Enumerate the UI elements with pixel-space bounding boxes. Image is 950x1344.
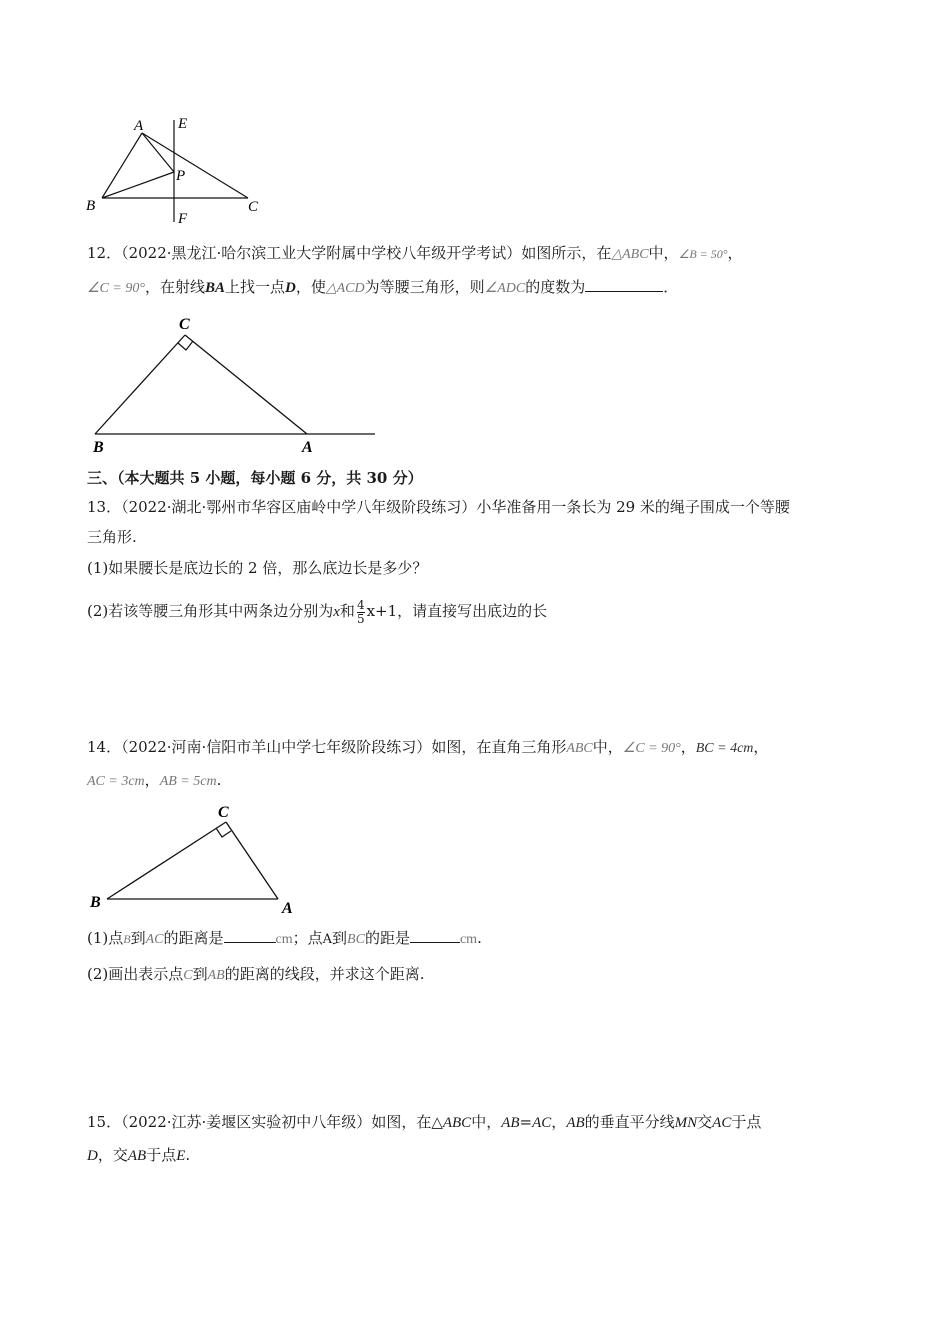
- q14-text: 如图，在直角三角形: [431, 738, 567, 756]
- segment-ab: [102, 133, 142, 198]
- label-f: F: [178, 211, 188, 227]
- q15-text: =: [519, 1113, 533, 1131]
- q12-number: 12．: [87, 244, 122, 262]
- q14-unit: cm: [275, 932, 293, 947]
- q12-line2: [87, 277, 678, 299]
- q14-text: ，: [680, 738, 696, 756]
- q14-text: ；点: [292, 929, 323, 947]
- q14-text: 的距是: [364, 929, 410, 947]
- q15-e: E: [176, 1148, 186, 1164]
- q14-text: 到: [130, 929, 146, 947]
- label-a: A: [134, 118, 144, 134]
- q13-x: x: [333, 604, 340, 620]
- q14-text: 到: [332, 929, 348, 947]
- q15-text: 如图，在△: [371, 1113, 443, 1131]
- q12-text: ，: [727, 244, 743, 262]
- label-a: A: [302, 439, 313, 455]
- q12-acd: △ACD: [325, 281, 365, 296]
- label-c: C: [218, 804, 229, 821]
- q15-abc: ABC: [442, 1115, 472, 1131]
- q15-source: （2022·江苏·姜堰区实验初中八年级）: [121, 1113, 372, 1131]
- q14-bc-ref: BC: [347, 932, 365, 947]
- label-e: E: [178, 116, 188, 132]
- segment-ap: [142, 133, 174, 172]
- q12-text: 中，: [648, 244, 679, 262]
- q14-angle-c: ∠C = 90°: [622, 741, 681, 756]
- q13-line1: [87, 497, 790, 517]
- q14-text: (2)画出表示点: [87, 965, 184, 983]
- q12-text: ，使: [295, 278, 326, 296]
- figure-q14: [85, 795, 310, 920]
- q14-ab-ref: AB: [207, 968, 225, 983]
- segment-ca: [226, 822, 278, 899]
- fraction-denominator: 5: [356, 611, 365, 626]
- q15-ac: AC: [532, 1115, 552, 1131]
- q15-text: 的垂直平分线: [584, 1113, 675, 1131]
- fraction-numerator: 4: [356, 597, 365, 612]
- q12-line1: [87, 243, 743, 265]
- q14-text: 中，: [592, 738, 623, 756]
- segment-bc: [95, 335, 185, 434]
- figure-q12: [85, 310, 385, 455]
- q15-text: .: [185, 1146, 191, 1164]
- q15-line1: [87, 1112, 761, 1133]
- q14-point-c: C: [183, 968, 193, 983]
- label-b: B: [90, 894, 101, 911]
- segment-bc: [107, 822, 226, 899]
- q13-part2: [87, 596, 547, 627]
- q13-text: x+1，请直接写出底边的长: [366, 602, 548, 620]
- q14-line2: [87, 770, 221, 792]
- q15-ab: AB: [566, 1115, 585, 1131]
- q14-part1: [87, 928, 482, 950]
- q14-unit: cm: [459, 932, 478, 947]
- q14-bc: BC = 4cm: [695, 741, 754, 756]
- q14-blank-2: [410, 929, 460, 943]
- q13-line2: 三角形.: [87, 528, 137, 546]
- q15-d: D: [87, 1148, 98, 1164]
- q14-abc: ABC: [566, 741, 593, 756]
- q15-text: ，交: [97, 1146, 128, 1164]
- q12-triangle: △ABC: [611, 247, 649, 262]
- q15-mn: MN: [674, 1115, 698, 1131]
- q14-number: 14．: [87, 738, 122, 756]
- q15-ab: AB: [501, 1115, 520, 1131]
- segment-bp: [102, 172, 174, 198]
- q14-text: .: [216, 771, 222, 789]
- q12-d: D: [284, 280, 296, 296]
- right-angle-mark: [178, 341, 193, 350]
- q15-text: 于点: [731, 1113, 762, 1131]
- label-a: A: [282, 900, 293, 917]
- q15-ab: AB: [127, 1148, 147, 1164]
- section-3-header: 三、（本大题共 5 小题，每小题 6 分，共 30 分）: [87, 469, 423, 487]
- q15-number: 15．: [87, 1113, 122, 1131]
- q14-ac: AC = 3cm: [87, 774, 145, 789]
- q14-text: ，: [753, 738, 769, 756]
- q12-angle-c: ∠C = 90°: [87, 281, 145, 296]
- q14-text: 到: [192, 965, 208, 983]
- label-c: C: [248, 199, 259, 215]
- q14-text: 的距离是: [163, 929, 224, 947]
- label-c: C: [179, 316, 190, 333]
- q14-text: (1)点: [87, 929, 124, 947]
- right-angle-mark: [216, 828, 231, 837]
- q14-point-b: B: [123, 932, 131, 946]
- q13-text: 和: [339, 602, 355, 620]
- label-b: B: [93, 439, 104, 455]
- q14-part2: [87, 964, 425, 986]
- q12-text: ，在射线: [144, 278, 205, 296]
- q12-answer-blank: [585, 278, 663, 292]
- q12-ba: BA: [204, 280, 225, 296]
- q13-text: (2)若该等腰三角形其中两条边分别为: [87, 602, 334, 620]
- q15-text: 中，: [471, 1113, 502, 1131]
- figure-q11: [80, 110, 270, 230]
- q14-line1: [87, 737, 768, 759]
- q14-ac-ref: AC: [145, 932, 164, 947]
- q13-number: 13．: [87, 498, 122, 516]
- q12-source: （2022·黑龙江·哈尔滨工业大学附属中学校八年级开学考试）: [121, 244, 522, 262]
- q15-text: ，: [551, 1113, 567, 1131]
- q12-angle-b: ∠B = 50°: [678, 247, 728, 261]
- q14-text: 的距离的线段，并求这个距离.: [224, 965, 425, 983]
- label-b: B: [86, 198, 96, 214]
- q14-text: ，: [144, 771, 160, 789]
- q14-text: .: [477, 929, 482, 947]
- q14-blank-1: [224, 929, 276, 943]
- q15-text: 于点: [146, 1146, 177, 1164]
- q14-point-a: A: [322, 932, 333, 947]
- q13-source: （2022·湖北·鄂州市华容区庙岭中学八年级阶段练习）: [121, 498, 477, 516]
- q14-ab: AB = 5cm: [159, 774, 217, 789]
- q12-text: 上找一点: [224, 278, 285, 296]
- q15-text: 交: [697, 1113, 713, 1131]
- segment-ca: [185, 335, 307, 434]
- q15-ac: AC: [712, 1115, 732, 1131]
- segment-ac: [142, 133, 248, 198]
- q15-line2: [87, 1145, 190, 1166]
- q13-text: 小华准备用一条长为 29 米的绳子围成一个等腰: [476, 498, 790, 516]
- q14-source: （2022·河南·信阳市羊山中学七年级阶段练习）: [121, 738, 432, 756]
- q12-text: ．: [663, 278, 679, 296]
- label-p: P: [176, 168, 186, 184]
- q12-text: 为等腰三角形，则: [364, 278, 485, 296]
- q12-adc: ∠ADC: [484, 281, 526, 296]
- q12-text: 的度数为: [525, 278, 586, 296]
- q13-part1: (1)如果腰长是底边长的 2 倍，那么底边长是多少？: [87, 559, 428, 577]
- q13-fraction: [357, 599, 365, 626]
- q12-text: 如图所示，在: [521, 244, 612, 262]
